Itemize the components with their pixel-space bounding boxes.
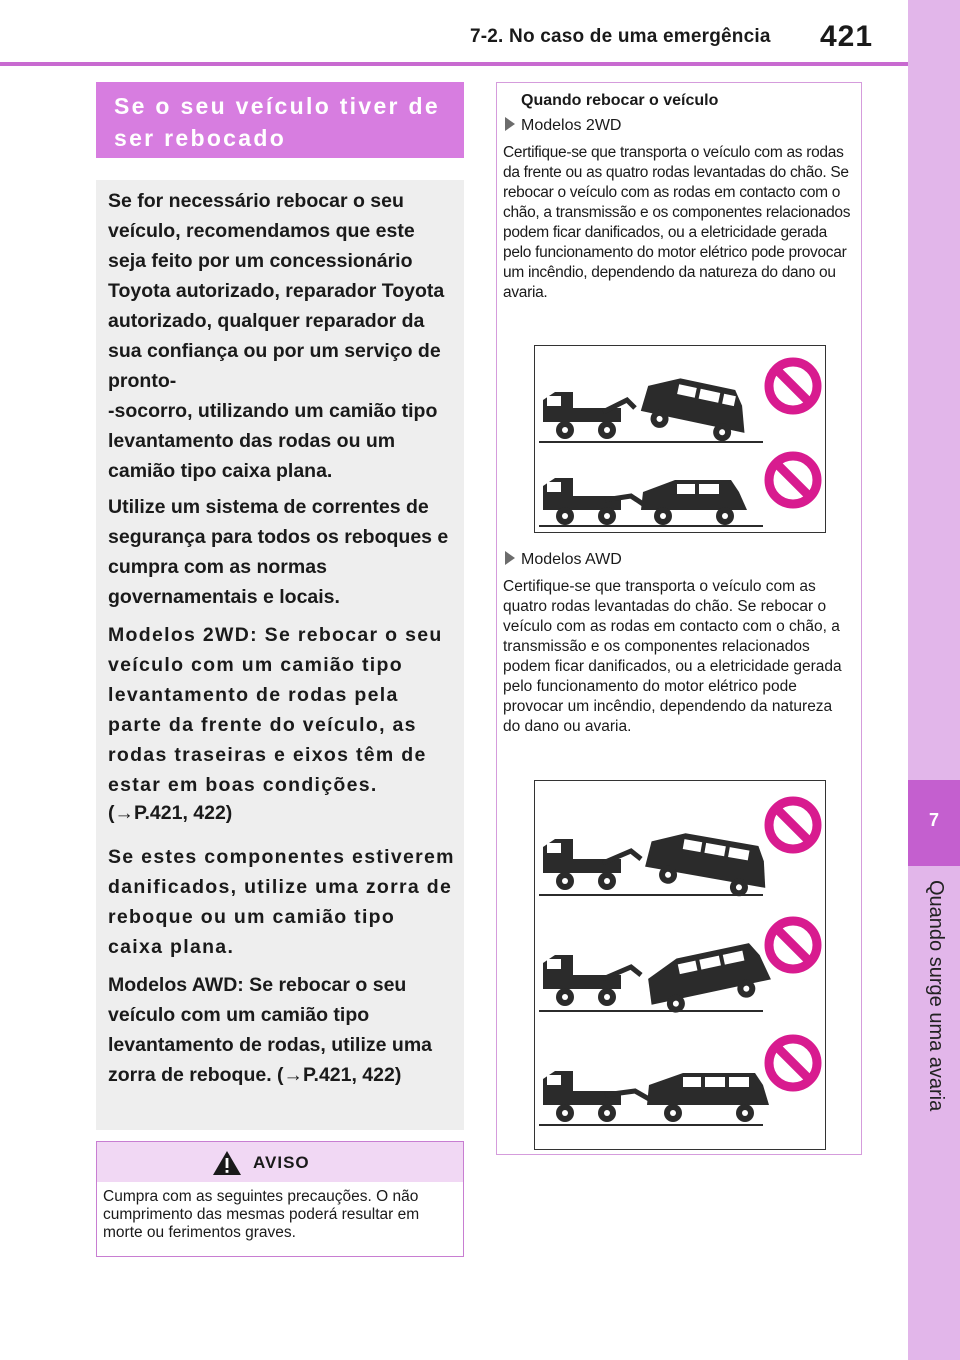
summary-paragraph-2: Utilize um sistema de correntes de segurança para todos os reboques e cumpra com as normas governamentais e locais. (108, 496, 449, 608)
summary-paragraph-3: Modelos 2WD: Se rebocar o seu veículo com um camião tipo levantamento de rodas pela parte da frente do veículo, as rodas traseiras e eixos têm de estar em boas condições. (108, 624, 443, 796)
summary-page-reference[interactable]: (→P.421, 422) (108, 802, 233, 824)
car-on-ground-illustration (641, 480, 747, 525)
tow-truck-illustration (543, 392, 635, 439)
warning-triangle-icon (212, 1150, 242, 1176)
towing-info-box (496, 82, 862, 1155)
lifted-car-illustration (638, 372, 753, 446)
summary-paragraph-1-cont: -socorro, utilizando um camião tipo levantamento das rodas ou um camião tipo caixa plana. (108, 400, 438, 482)
header-rule (0, 62, 908, 66)
section-heading: Se o seu veículo tiver de ser rebocado (114, 93, 440, 151)
warning-text: Cumpra com as seguintes precauções. O não cumprimento das mesmas poderá resultar em morte ou ferimentos graves. (103, 1188, 420, 1241)
chapter-side-strip (908, 0, 960, 1360)
page-number: 421 (820, 20, 874, 53)
models-2wd-bullet (505, 117, 621, 135)
section-heading-box (96, 82, 464, 158)
warning-title: AVISO (253, 1153, 310, 1172)
figure-awd-prohibited-towing (534, 780, 826, 1150)
chapter-title: Quando surge uma avaria (925, 880, 947, 1112)
models-2wd-label: Modelos 2WD (521, 117, 622, 134)
models-awd-text: Certifique-se que transporta o veículo com as quatro rodas levantadas do chão. Se rebocar o veículo com as rodas em contacto com o chão, a transmissão e os componentes relacionados podem ficar danificados, ou a eletricidade gerada pelo funcionamento do motor elétrico pode provocar um incêndio, dependendo da natureza do dano ou avaria. (503, 578, 842, 735)
section-title: 7-2. No caso de uma emergência (470, 26, 771, 47)
summary-box (96, 180, 464, 1130)
summary-paragraph-4: Se estes componentes estiverem danificados, utilize uma zorra de reboque ou um camião tipo caixa plana. (108, 846, 455, 958)
figure-2wd-prohibited-towing (534, 345, 826, 533)
models-awd-label: Modelos AWD (521, 551, 622, 568)
summary-paragraph-5: Modelos AWD: Se rebocar o seu veículo com um camião tipo levantamento de rodas, utilize uma zorra de reboque. (→P.421, 422) (108, 974, 432, 1086)
chapter-number: 7 (928, 810, 939, 830)
bullet-triangle-icon (505, 117, 515, 131)
towing-heading: Quando rebocar o veículo (521, 92, 719, 109)
bullet-triangle-icon (505, 551, 515, 565)
warning-box (96, 1141, 464, 1257)
summary-paragraph-1: Se for necessário rebocar o seu veículo, recomendamos que este seja feito por um concessionário Toyota autorizado, reparador Toyota autorizado, qualquer reparador da sua confiança ou por um serviço de pronto- (108, 190, 445, 392)
warning-header (97, 1142, 463, 1182)
models-2wd-text: Certifique-se que transporta o veículo com as rodas da frente ou as quatro rodas levantadas do chão. Se rebocar o veículo com as rodas em contacto com o chão, a transmissão e os componentes relacionados podem ficar danificados, ou a eletricidade gerada pelo funcionamento do motor elétrico pode provocar um incêndio, dependendo da natureza do dano ou avaria. (503, 144, 851, 301)
models-awd-bullet (505, 551, 622, 569)
tow-truck-illustration (543, 478, 643, 525)
